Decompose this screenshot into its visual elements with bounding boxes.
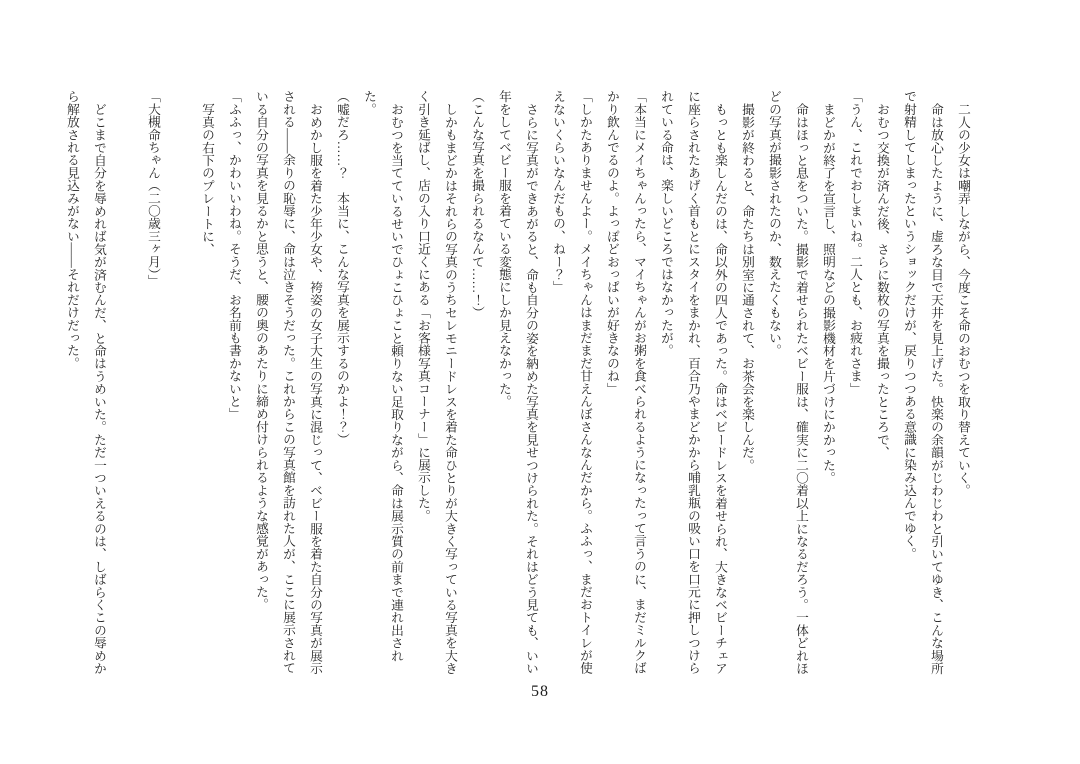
vertical-text-block xyxy=(58,90,976,676)
paragraph: まどかが終了を宣言し、照明などの撮影機材を片づけにかかった。 xyxy=(821,102,835,484)
blank-line xyxy=(166,90,193,676)
paragraph: おめかし服を着た少年少女や、袴姿の女子大生の写真に混じって、ベビー服を着た自分の写真が展示される——余りの恥辱に、命は泣きそうだった。これからこの写真館を訪れた人が、ここに展示されている自分の写真を見るかと思うと、腰の奥のあたりに締め付けられるような感覚があった。 xyxy=(254,90,322,675)
paragraph: 「しかたありませんよー。メイちゃんはまだまだ甘えんぼさんなんだから。ふふっ、まだおトイレが使えないくらいなんだもの、ねー？」 xyxy=(551,90,592,675)
paragraph: 写真の右下のプレートに、 xyxy=(200,102,214,256)
paragraph: さらに写真ができあがると、命も自分の姿を納めた写真を見せつけられた。それはどう見ても、いい年をしてベビー服を着ている変態にしか見えなかった。 xyxy=(497,90,538,675)
paragraph: おむつ交換が済んだ後、さらに数枚の写真を撮ったところで、 xyxy=(875,102,889,459)
page-number: 58 xyxy=(531,683,549,700)
paragraph: （嘘だろ……？ 本当に、こんな写真を展示するのかよ！？） xyxy=(335,90,349,446)
paragraph: 「大槻命ちゃん（二〇歳三ヶ月）」 xyxy=(146,90,160,287)
paragraph: もっとも楽しんだのは、命以外の四人であった。命はベビードレスを着せられ、大きなベビーチェアに座らされたあげく首もとにスタイをまかれ、百合乃やまどかから哺乳瓶の吸い口を口元に押しつけられている命は、楽しいどころではなかったが。 xyxy=(659,90,727,675)
paragraph: 命はほっと息をついた。撮影で着せられたベビー服は、確実に二〇着以上になるだろう。一体どれほどの写真が撮影されたのか、数えたくもない。 xyxy=(767,90,808,675)
paragraph: 命は放心したように、虚ろな目で天井を見上げた。快楽の余韻がじわじわと引いてゆき、こんな場所で射精してしまったというショックだけが、戻りつつある意識に染み込んでゆく。 xyxy=(902,90,943,675)
paragraph: （こんな写真を撮られるなんて……！） xyxy=(470,90,484,319)
paragraph: おむつを当てているせいでひょこひょこと頼りない足取りながら、命は展示質の前まで連れ出された。 xyxy=(362,90,403,662)
paragraph: 撮影が終わると、命たちは別室に通されて、お茶会を楽しんだ。 xyxy=(740,102,754,471)
blank-line xyxy=(112,90,139,676)
paragraph: しかもまどかはそれらの写真のうちセレモニードレスを着た命ひとりが大きく写っている写真を大きく引き延ばし、店の入り口近くにある「お客様写真コーナー」に展示した。 xyxy=(416,90,457,675)
paragraph: 二人の少女は嘲弄しながら、今度こそ命のおむつを取り替えていく。 xyxy=(956,102,970,497)
paragraph: 「ふふっ、かわいいわね。そうだ、お名前も書かないと」 xyxy=(227,90,241,421)
paragraph: 「本当にメイちゃんったら、マイちゃんがお粥を食べられるようになったって言うのに、まだミルクばかり飲んでるのよ。よっぽどおっぱいが好きなのね」 xyxy=(605,90,646,675)
paragraph: 「うん、これでおしまいね。二人とも、お疲れさま」 xyxy=(848,90,862,395)
paragraph: どこまで自分を辱めれば気が済むんだ、と命はうめいた。ただ一ついえるのは、しばらくこの辱めから解放される見込みがない——それだけだった。 xyxy=(65,90,106,675)
